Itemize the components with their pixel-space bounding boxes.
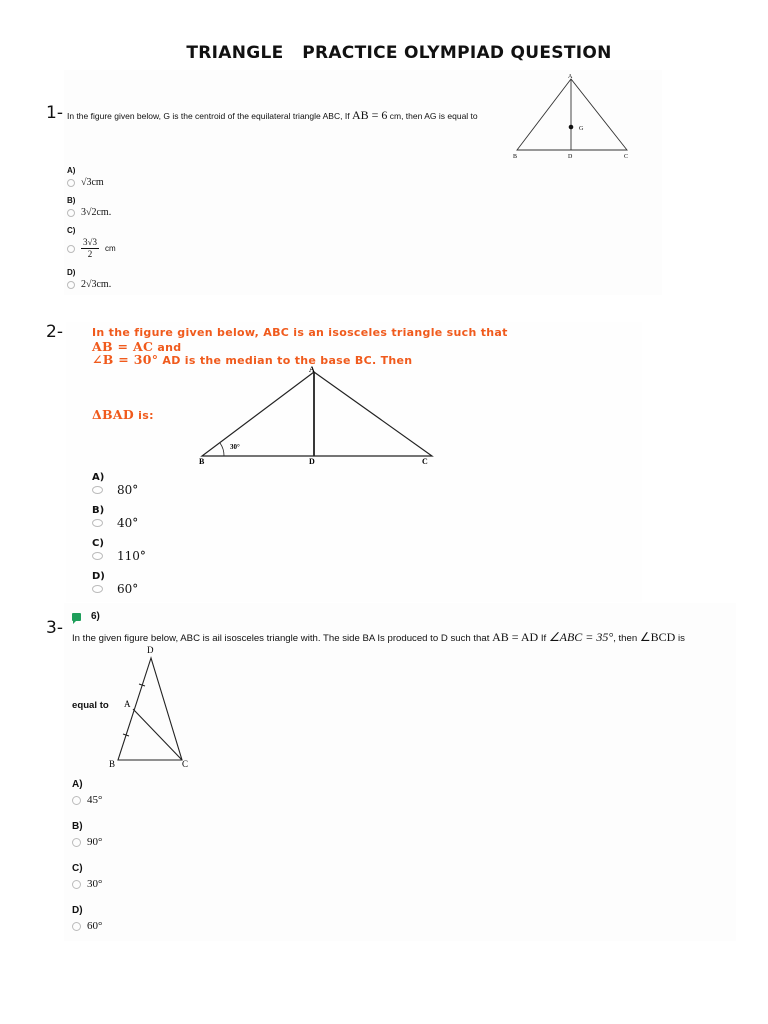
q2-option-a-label: A) <box>92 472 105 483</box>
question-2-line-3: ∠B = 30° AD is the median to the base BC. Then <box>92 352 413 367</box>
question-2-panel <box>66 322 642 602</box>
question-3-badge: 6) <box>72 611 100 622</box>
radio-icon[interactable] <box>67 179 75 187</box>
fig2-label-b: B <box>199 457 205 464</box>
fig1-label-a: A <box>568 74 573 80</box>
radio-icon[interactable] <box>92 519 103 527</box>
q3-option-d[interactable]: 60° <box>72 920 102 932</box>
question-3-panel <box>64 603 736 941</box>
q1-option-d[interactable]: 2√3cm. <box>67 279 111 290</box>
q1-option-a-label: A) <box>67 166 76 175</box>
fig2-label-c: C <box>422 457 428 464</box>
radio-icon[interactable] <box>72 796 81 805</box>
fig1-label-c: C <box>624 154 629 160</box>
radio-icon[interactable] <box>72 922 81 931</box>
radio-icon[interactable] <box>72 880 81 889</box>
radio-icon[interactable] <box>67 245 75 253</box>
q2-option-c-label: C) <box>92 538 104 549</box>
fig3-label-d: D <box>147 645 154 655</box>
q1-option-b[interactable]: 3√2cm. <box>67 207 111 218</box>
q1-option-d-label: D) <box>67 268 76 277</box>
question-1-panel <box>64 70 662 295</box>
radio-icon[interactable] <box>67 209 75 217</box>
fig1-label-g: G <box>579 126 584 132</box>
q2-option-d[interactable]: 60° <box>92 582 138 596</box>
comment-icon <box>72 613 81 621</box>
fig3-label-a: A <box>124 699 131 709</box>
question-2-figure <box>194 364 454 464</box>
question-3-text: In the given figure below, ABC is ail isosceles triangle with. The side BA Is produced to D such that AB = AD If ∠ABC = 35°, then ∠BCD is <box>72 630 685 644</box>
fig2-angle-label: 30° <box>230 443 240 451</box>
radio-icon[interactable] <box>72 838 81 847</box>
q1-option-c[interactable]: 3√3 2 cm <box>67 237 116 260</box>
radio-icon[interactable] <box>92 585 103 593</box>
q1-option-c-label: C) <box>67 226 76 235</box>
page-title: TRIANGLE PRACTICE OLYMPIAD QUESTION <box>186 43 612 63</box>
question-1-number: 1- <box>46 103 63 123</box>
q3-option-d-label: D) <box>72 905 83 916</box>
radio-icon[interactable] <box>67 281 75 289</box>
fig2-label-a: A <box>309 365 315 374</box>
question-2-line-4: ΔBAD is: <box>92 407 154 422</box>
q3-option-c-label: C) <box>72 863 83 874</box>
fig1-label-d: D <box>568 154 573 160</box>
fig1-label-b: B <box>513 154 518 160</box>
q3-option-c[interactable]: 30° <box>72 878 102 890</box>
question-2-number: 2- <box>46 322 63 342</box>
question-3-number: 3- <box>46 618 63 638</box>
fig3-label-b: B <box>109 759 116 768</box>
question-2-line-2: AB = AC and <box>92 339 182 354</box>
q2-option-c[interactable]: 110° <box>92 549 146 563</box>
q2-option-b-label: B) <box>92 505 105 516</box>
question-1-text: In the figure given below, G is the centroid of the equilateral triangle ABC, If AB = 6 cm, then AG is equal to <box>67 108 478 122</box>
q3-option-a-label: A) <box>72 779 83 790</box>
q1-option-b-label: B) <box>67 196 76 205</box>
question-1-figure <box>509 72 649 167</box>
q3-option-b-label: B) <box>72 821 83 832</box>
question-3-figure <box>104 643 244 768</box>
fig3-label-c: C <box>182 759 189 768</box>
q2-option-a[interactable]: 80° <box>92 483 138 497</box>
question-3-equal-to: equal to <box>72 700 109 711</box>
q2-option-d-label: D) <box>92 571 105 582</box>
q3-option-b[interactable]: 90° <box>72 836 102 848</box>
radio-icon[interactable] <box>92 552 103 560</box>
fig2-label-d: D <box>309 457 315 464</box>
q3-option-a[interactable]: 45° <box>72 794 102 806</box>
question-2-line-1: In the figure given below, ABC is an isosceles triangle such that <box>92 326 508 339</box>
radio-icon[interactable] <box>92 486 103 494</box>
q1-option-a[interactable]: √3cm <box>67 177 104 188</box>
q2-option-b[interactable]: 40° <box>92 516 138 530</box>
